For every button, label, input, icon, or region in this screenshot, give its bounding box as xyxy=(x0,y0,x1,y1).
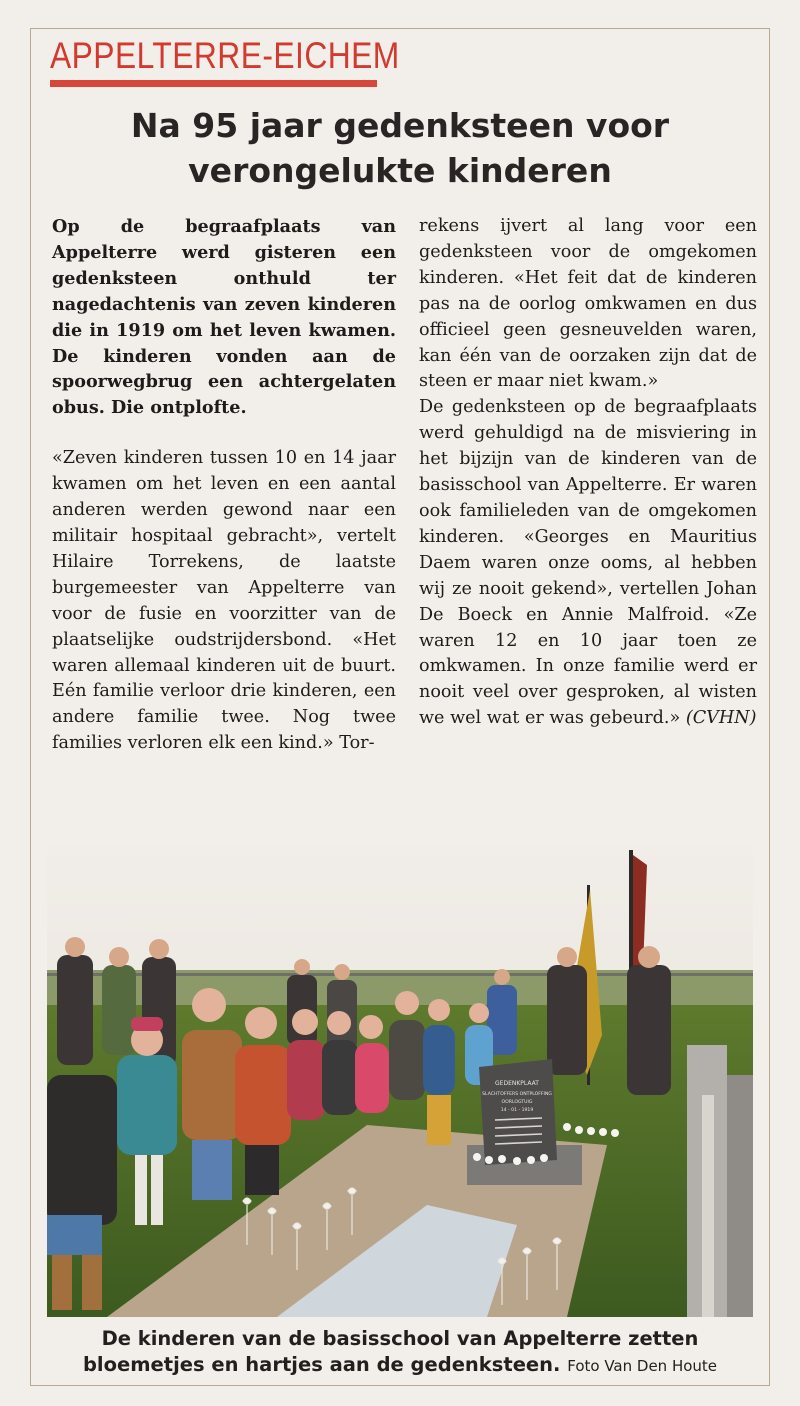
headline-line-2: verongelukte kinderen xyxy=(188,151,612,190)
article-lead: Op de begraafplaats van Appelterre werd gisteren een gedenksteen onthuld ter nagedachtenis van zeven kinderen die in 1919 om het leven kwamen. De kinderen vonden aan de spoorwegbrug een achtergelaten obus. Die ontplofte. xyxy=(52,216,396,419)
article-column-right xyxy=(419,214,757,732)
photo-credit: Foto Van Den Houte xyxy=(567,1357,718,1375)
headline xyxy=(40,103,760,193)
article-body-left: «Zeven kinderen tussen 10 en 14 jaar kwamen om het leven en een aantal anderen werden gewond naar een militair hospitaal gebracht», vertelt Hilaire Torrekens, de laatste burgemeester van Appelterre van voor de fusie en voorzitter van de plaatselijke oudstrijdersbond. «Het waren allemaal kinderen uit de buurt. Eén familie verloor drie kinderen, een andere familie twee. Nog twee families verloren elk een kind.» Tor- xyxy=(52,448,396,754)
caption-text: De kinderen van de basisschool van Appelterre zetten bloemetjes en hartjes aan de gedenksteen. xyxy=(82,1327,699,1376)
stone-line-3: 14 - 01 - 1919 xyxy=(500,1108,534,1113)
article-body-right-1: rekens ijvert al lang voor een gedenksteen voor de omgekomen kinderen. «Het feit dat de kinderen pas na de oorlog omkwamen en dus officieel geen gesneuvelden waren, kan één van de oorzaken zijn dat de steen er maar niet kwam.» xyxy=(419,216,757,392)
article-photo xyxy=(47,845,753,1317)
section-label: APPELTERRE-EICHEM xyxy=(50,35,400,76)
photo-caption xyxy=(40,1326,760,1379)
stone-line-1: SLACHTOFFERS ONTPLOFFING xyxy=(482,1092,552,1097)
stone-title: GEDENKPLAAT xyxy=(495,1080,539,1087)
article-byline: (CVHN) xyxy=(685,708,757,729)
article-body-right-2 xyxy=(419,395,757,732)
photo-illustration xyxy=(47,845,753,1317)
section-rule xyxy=(50,80,377,87)
stone-line-2: OORLOGTUIG xyxy=(501,1100,533,1105)
article-column-left xyxy=(52,214,396,757)
article-body-right-2-text: De gedenksteen op de begraafplaats werd gehuldigd na de misviering in het bijzijn van de kinderen van de basisschool van Appelterre. Er waren ook familieleden van de omgekomen kinderen. «Georges en Mauritius Daem waren onze ooms, al hebben wij ze nooit gekend», vertellen Johan De Boeck en Annie Malfroid. «Ze waren 12 en 10 jaar toen ze omkwamen. In onze familie werd er nooit veel over gesproken, al wisten we wel wat er was gebeurd.» xyxy=(419,397,757,729)
headline-line-1: Na 95 jaar gedenksteen voor xyxy=(130,106,670,145)
